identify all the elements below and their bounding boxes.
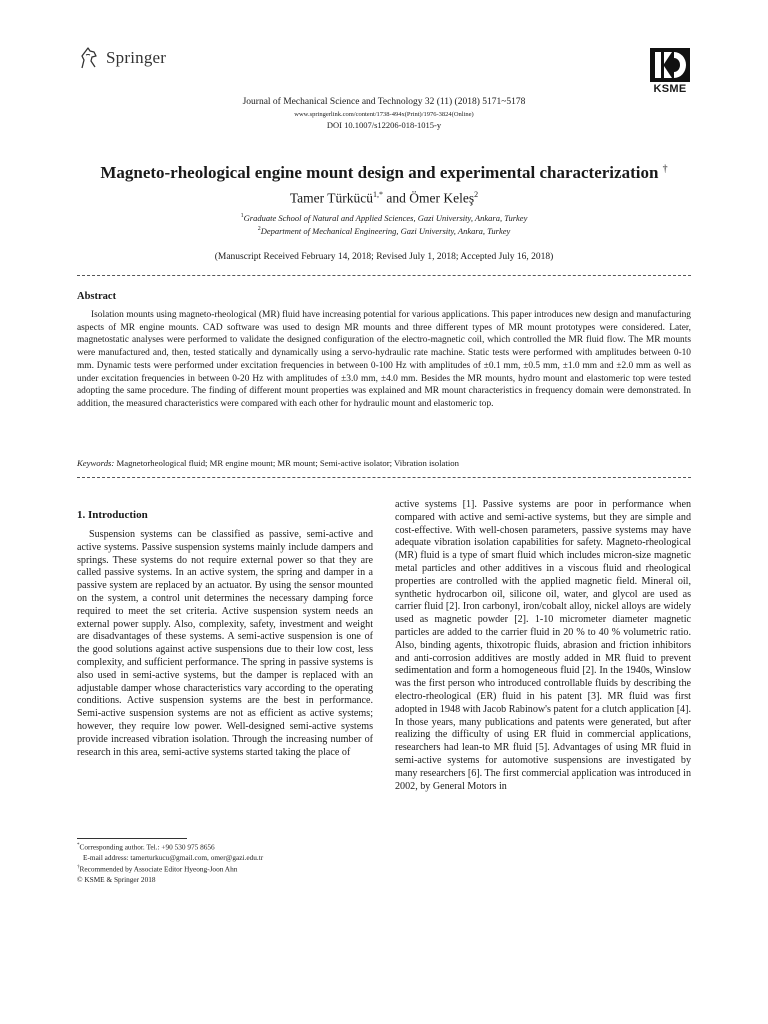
paper-title — [0, 163, 768, 183]
divider-bottom — [77, 477, 691, 478]
title-footnote-mark: † — [662, 163, 668, 175]
body-column-left: Suspension systems can be classified as passive, semi-active and active systems. Passive suspension systems mainly include dampers and springs. These systems do not require external power so that they are called passive systems. In an active system, the spring and damper in a passive system are replaced by an actuator. By using the sensor mounted on the system, a control unit determines the necessary damping force required to meet the set criteria. Active suspension system needs an external power supply. Also, complexity, safety, investment and weight are disadvantages of these systems. A semi-active suspension is one of the good solutions against active suspensions due to their low cost, less complexity, and sufficient performance. The spring in passive systems is also used in semi-active systems, but the damper is replaced with an adjustable damper whose characteristics vary according to the operating conditions. Active suspension systems are the best in performance. Semi-active suspension systems are not as efficient as active systems; however, they require low power. Well-designed semi-active systems provide increased vibration isolation. Through the increasing number of research in this area, semi-active systems started taking the place of — [77, 529, 373, 758]
springer-horse-icon — [78, 46, 100, 70]
author-list — [0, 190, 768, 207]
affiliation-1 — [0, 213, 768, 223]
affiliation-1-mark: 1 — [240, 213, 244, 220]
ksme-emblem-icon — [650, 48, 690, 82]
author-1-mark: 1,* — [373, 190, 384, 199]
footnote-mark-2: † — [77, 865, 80, 871]
copyright: © KSME & Springer 2018 — [77, 875, 156, 885]
footnote-corresponding — [77, 841, 373, 853]
divider-top — [77, 275, 691, 276]
footnotes — [77, 841, 373, 885]
affiliation-2 — [0, 226, 768, 236]
paper-title-text: Magneto-rheological engine mount design and experimental characterization — [100, 163, 659, 182]
publisher-name: Springer — [106, 48, 167, 67]
springer-logo — [78, 46, 166, 70]
abstract-body: Isolation mounts using magneto-rheological (MR) fluid have increasing potential for various applications. This paper introduces new design and manufacturing aspects of MR engine mounts. CAD software was used to design MR mounts and three different types of MR mount prototypes were considered. Later, magnetostatic analyses were performed to validate the designed configuration of the electro-magnetic coil, which controlled the MR fluid flow. The MR mounts were manufactured and, then, tested statically and dynamically using a servo-hydraulic rate machine. Static tests were performed with amplitudes between 0-10 mm. Dynamic tests were performed under excitation frequencies in between 0-100 Hz with amplitudes of ±0.1 mm, ±0.5 mm, ±1.0 mm and ±2.0 mm as well as under excitation frequencies in between 0-20 Hz with amplitudes of ±3.0 mm, ±4.0 mm. Besides the MR mounts, hydro mount and elastomeric top were tested adopting the same procedure. The finding of different mount properties was explained and MR mount characteristics in frequency domain were demonstrated. In addition, the measured characteristics were compared with each other for hydraulic mount and elastomeric top. — [77, 310, 691, 409]
author-1: Tamer Türkücü — [289, 190, 374, 206]
doi: DOI 10.1007/s12206-018-1015-y — [326, 120, 442, 130]
author-2: Ömer Keleş — [409, 190, 475, 206]
affiliation-2-mark: 2 — [257, 226, 261, 233]
ksme-logo-text: KSME — [653, 83, 687, 95]
affiliation-2-text: Department of Mechanical Engineering, Gazi University, Ankara, Turkey — [260, 226, 511, 236]
abstract-heading: Abstract — [77, 291, 117, 302]
recommended-editor: Recommended by Associate Editor Hyeong-Joon Ahn — [79, 864, 238, 874]
journal-citation: Journal of Mechanical Science and Technology 32 (11) (2018) 5171~5178 — [242, 97, 526, 107]
footnote-mark-1: * — [77, 843, 80, 848]
footnote-email: E-mail address: tamerturkucu@gmail.com, omer@gazi.edu.tr — [83, 852, 264, 862]
section-heading-introduction: 1. Introduction — [77, 509, 148, 521]
footnote-recommended — [77, 863, 373, 875]
manuscript-dates: (Manuscript Received February 14, 2018; Revised July 1, 2018; Accepted July 16, 2018) — [214, 252, 554, 262]
keywords — [77, 458, 691, 468]
keywords-label: Keywords: — [77, 458, 115, 468]
body-column-right: active systems [1]. Passive systems are poor in performance when compared with active and semi-active systems, but they are simple and cost-effective. With well-chosen parameters, passive systems may have adequate vibration isolation capabilities for safety. Magneto-rheological (MR) fluid is a type of smart fluid which includes micron-size magnetic metal particles and other additives in a viscous fluid and rheological properties are controlled with the applied magnetic field. Mineral oil, synthetic hydrocarbon oil, silicone oil, water, and glycol are used as carrier fluid [2]. Iron carbonyl, iron/cobalt alloy, nickel alloys are widely used as magnetic powder [2]. 1-10 micrometer diameter magnetic particles are added to the carrier fluid in 20 % to 40 % volumetric ratio. Also, binding agents, thixotropic fluids, abrasion and friction inhibitors and anti-corrosion additives are mostly added in MR fluid to prevent sedimentation and form a homogeneous fluid [2]. In the 1940s, Winslow was the first person who introduced controllable fluids by describing the electro-rheological (ER) fluid in his patent [3]. MR fluid was first adopted in 1948 with Jacob Rabinow's patent for a clutch application [4]. In those years, many publications and patents were generated, but after realizing the difficulty of using ER fluid in commercial applications, researchers had lean-to MR fluid [5]. Advantages of using MR fluid in semi-active systems for automotive suspensions are investigated by many researchers [6]. The first commercial application was introduced in 2002, by General Motors in — [395, 499, 691, 792]
corresponding-author: Corresponding author. Tel.: +90 530 975 8656 — [79, 842, 215, 852]
ksme-logo — [648, 48, 692, 95]
affiliation-1-text: Graduate School of Natural and Applied Sciences, Gazi University, Ankara, Turkey — [243, 213, 528, 223]
keywords-list: Magnetorheological fluid; MR engine mount; MR mount; Semi-active isolator; Vibration isolation — [114, 458, 459, 468]
author-2-mark: 2 — [474, 190, 479, 199]
journal-web-address: www.springerlink.com/content/1738-494x(Print)/1976-3824(Online) — [294, 111, 474, 118]
footnote-rule — [77, 838, 187, 839]
author-separator: and — [383, 190, 410, 206]
